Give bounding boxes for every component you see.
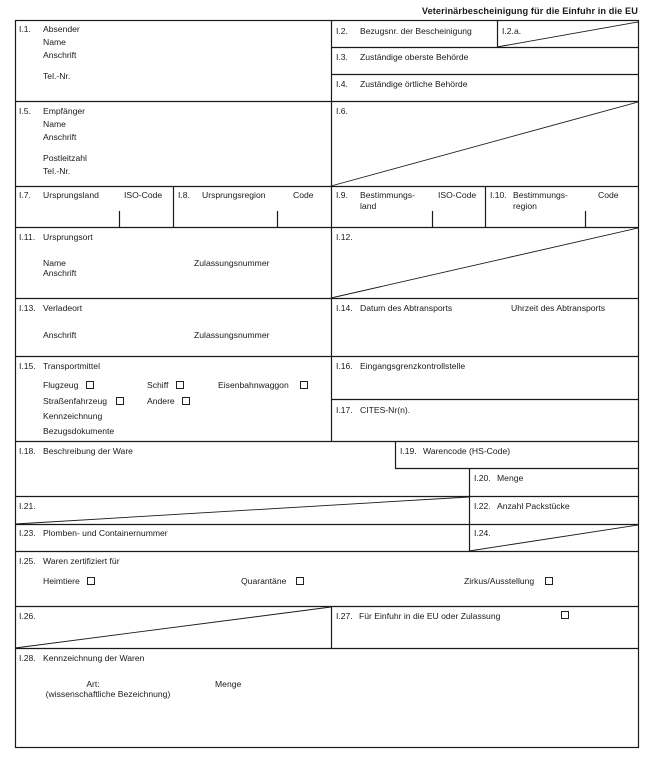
box-label: Plomben- und Containernummer xyxy=(43,528,168,538)
box-label: Ursprungsort xyxy=(43,232,93,242)
box-label: CITES-Nr(n). xyxy=(360,405,411,415)
box-number: I.22. xyxy=(474,501,491,511)
field-name-label: Name xyxy=(43,37,66,47)
box-number: I.5. xyxy=(19,106,31,116)
box-label: Zuständige örtliche Behörde xyxy=(360,79,468,89)
field-name-label: Name xyxy=(43,258,66,268)
field-phone-label: Tel.-Nr. xyxy=(43,166,71,176)
box-number: I.12. xyxy=(336,232,353,242)
box-label-line1: Bestimmungs- xyxy=(513,190,568,200)
checkbox-quarantine[interactable] xyxy=(296,577,304,585)
option-other-label: Andere xyxy=(147,396,175,406)
box-label: Transportmittel xyxy=(43,361,100,371)
box-number: I.2.a. xyxy=(502,26,522,36)
code-label: Code xyxy=(598,190,619,200)
box-number: I.7. xyxy=(19,190,31,200)
strike-26 xyxy=(15,607,331,648)
strike-24 xyxy=(469,525,638,551)
box-label-line1: Bestimmungs- xyxy=(360,190,415,200)
box-number: I.19. xyxy=(400,446,417,456)
box-number: I.18. xyxy=(19,446,36,456)
field-address-label: Anschrift xyxy=(43,132,77,142)
code-label: Code xyxy=(293,190,314,200)
box-number: I.6. xyxy=(336,106,348,116)
option-circus-exhibition-label: Zirkus/Ausstellung xyxy=(464,576,535,586)
checkbox-other[interactable] xyxy=(182,397,190,405)
box-number: I.26. xyxy=(19,611,36,621)
box-number: I.21. xyxy=(19,501,36,511)
box-label: Warencode (HS-Code) xyxy=(423,446,511,456)
box-label: Bezugsnr. der Bescheinigung xyxy=(360,26,472,36)
box-number: I.27. xyxy=(336,611,353,621)
box-label: Für Einfuhr in die EU oder Zulassung xyxy=(359,611,501,621)
box-label: Ursprungsland xyxy=(43,190,99,200)
iso-code-label: ISO-Code xyxy=(124,190,163,200)
scientific-name-label: (wissenschaftliche Bezeichnung) xyxy=(45,689,171,699)
checkbox-pets[interactable] xyxy=(87,577,95,585)
box-number: I.3. xyxy=(336,52,348,62)
box-label-line2: region xyxy=(513,201,537,211)
checkbox-circus-exhibition[interactable] xyxy=(545,577,553,585)
box-label: Zuständige oberste Behörde xyxy=(360,52,469,62)
box-number: I.14. xyxy=(336,303,353,313)
field-address-label: Anschrift xyxy=(43,330,77,340)
box-number: I.20. xyxy=(474,473,491,483)
box-label: Datum des Abtransports xyxy=(360,303,453,313)
box-label: Absender xyxy=(43,24,80,34)
box-number: I.9. xyxy=(336,190,348,200)
box-number: I.15. xyxy=(19,361,36,371)
checkbox-aeroplane[interactable] xyxy=(86,381,94,389)
strike-12 xyxy=(331,228,638,298)
time-of-departure-label: Uhrzeit des Abtransports xyxy=(511,303,606,313)
box-label: Beschreibung der Ware xyxy=(43,446,133,456)
box-number: I.2. xyxy=(336,26,348,36)
form-title: Veterinärbescheinigung für die Einfuhr in die EU xyxy=(421,6,638,16)
checkbox-road-vehicle[interactable] xyxy=(116,397,124,405)
field-postcode-label: Postleitzahl xyxy=(43,153,87,163)
quantity-label: Menge xyxy=(215,679,242,689)
box-number: I.24. xyxy=(474,528,491,538)
box-number: I.25. xyxy=(19,556,36,566)
field-name-label: Name xyxy=(43,119,66,129)
box-number: I.13. xyxy=(19,303,36,313)
strike-21 xyxy=(15,497,469,524)
box-label: Empfänger xyxy=(43,106,86,116)
box-label: Eingangsgrenzkontrollstelle xyxy=(360,361,466,371)
box-number: I.16. xyxy=(336,361,353,371)
option-aeroplane-label: Flugzeug xyxy=(43,380,79,390)
strike-6 xyxy=(331,102,638,186)
box-number: I.4. xyxy=(336,79,348,89)
checkbox-railway-wagon[interactable] xyxy=(300,381,308,389)
box-number: I.23. xyxy=(19,528,36,538)
box-label: Ursprungsregion xyxy=(202,190,266,200)
field-address-label: Anschrift xyxy=(43,268,77,278)
box-label: Waren zertifiziert für xyxy=(43,556,120,566)
option-pets-label: Heimtiere xyxy=(43,576,80,586)
field-address-label: Anschrift xyxy=(43,50,77,60)
identification-label: Kennzeichnung xyxy=(43,411,103,421)
box-number: I.17. xyxy=(336,405,353,415)
field-approval-number-label: Zulassungsnummer xyxy=(194,258,270,268)
box-label: Kennzeichnung der Waren xyxy=(43,653,145,663)
iso-code-label: ISO-Code xyxy=(438,190,477,200)
box-number: I.10. xyxy=(490,190,507,200)
box-number: I.28. xyxy=(19,653,36,663)
field-approval-number-label: Zulassungsnummer xyxy=(194,330,270,340)
checkbox-import-or-admission[interactable] xyxy=(561,611,569,619)
box-number: I.1. xyxy=(19,24,31,34)
box-number: I.11. xyxy=(19,232,36,242)
box-label-line2: land xyxy=(360,201,377,211)
box-label: Verladeort xyxy=(43,303,83,313)
option-ship-label: Schiff xyxy=(147,380,169,390)
option-quarantine-label: Quarantäne xyxy=(241,576,287,586)
checkbox-ship[interactable] xyxy=(176,381,184,389)
documentary-references-label: Bezugsdokumente xyxy=(43,426,115,436)
option-railway-wagon-label: Eisenbahnwaggon xyxy=(218,380,289,390)
option-road-vehicle-label: Straßenfahrzeug xyxy=(43,396,108,406)
form-border xyxy=(16,21,639,748)
box-label: Menge xyxy=(497,473,524,483)
box-label: Anzahl Packstücke xyxy=(497,501,570,511)
field-phone-label: Tel.-Nr. xyxy=(43,71,71,81)
box-number: I.8. xyxy=(178,190,190,200)
species-label: Art: xyxy=(86,679,100,689)
